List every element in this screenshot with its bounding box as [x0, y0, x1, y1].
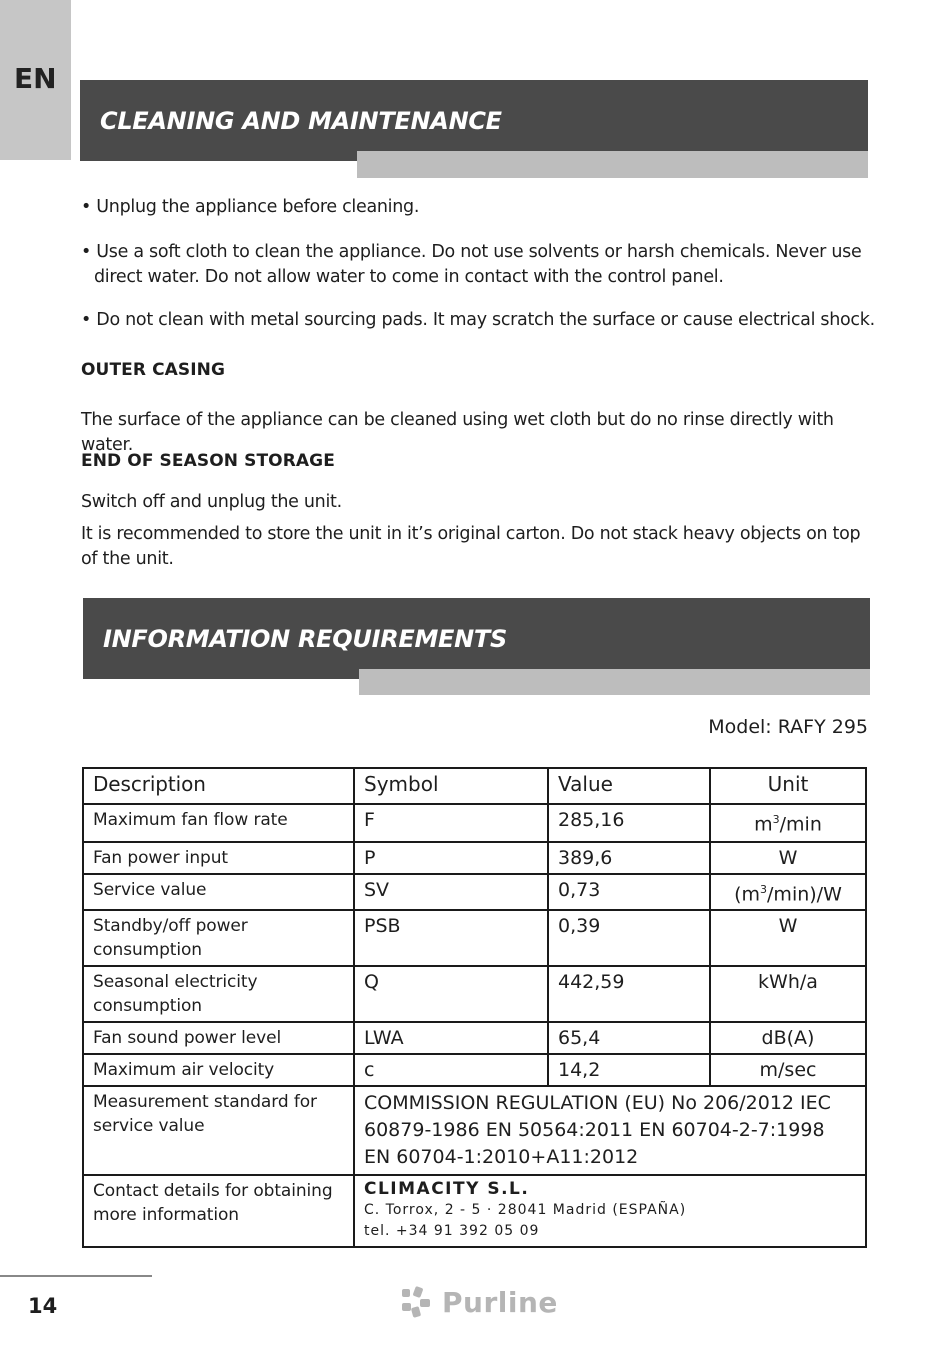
section-header-cleaning — [80, 80, 868, 161]
row-unit: dB(A) — [710, 1022, 866, 1054]
brand-name: Purline — [442, 1285, 558, 1319]
header-accent-bar — [359, 669, 870, 695]
brand-logo — [400, 1282, 558, 1322]
table-row — [83, 1022, 866, 1054]
row-value: 442,59 — [548, 966, 710, 1022]
section-title: CLEANING AND MAINTENANCE — [100, 107, 502, 135]
section-header-information — [83, 598, 870, 679]
row-symbol: F — [354, 804, 548, 842]
table-row-standard — [83, 1086, 866, 1175]
fan-icon — [400, 1285, 434, 1319]
header-accent-bar — [357, 151, 868, 178]
table-row — [83, 966, 866, 1022]
table-header-row — [83, 768, 866, 804]
header-value: Value — [548, 768, 710, 804]
row-unit: W — [710, 910, 866, 966]
bullet-soft-cloth: • Use a soft cloth to clean the appliance. Do not use solvents or harsh chemicals. Never use direct water. Do not allow water to come in contact with the control panel. — [81, 242, 862, 287]
row-symbol: SV — [354, 874, 548, 910]
outer-casing-text: The surface of the appliance can be cleaned using wet cloth but do no rinse directly with water. — [81, 410, 834, 455]
row-value: 14,2 — [548, 1054, 710, 1086]
model-label: Model: RAFY 295 — [708, 716, 868, 738]
footer-divider — [0, 1275, 152, 1277]
language-label: EN — [14, 62, 57, 95]
row-unit: m/sec — [710, 1054, 866, 1086]
section-title: INFORMATION REQUIREMENTS — [103, 625, 507, 653]
row-description: Maximum fan flow rate — [83, 804, 354, 842]
outer-casing-heading: OUTER CASING — [81, 360, 226, 380]
row-symbol: PSB — [354, 910, 548, 966]
row-value: 0,73 — [548, 874, 710, 910]
row-description: Service value — [83, 874, 354, 910]
language-tab — [0, 0, 71, 160]
standard-description: Measurement standard for service value — [83, 1086, 354, 1175]
table-row — [83, 910, 866, 966]
storage-line-1: Switch off and unplug the unit. — [81, 492, 342, 512]
standard-text: COMMISSION REGULATION (EU) No 206/2012 IEC 60879-1986 EN 50564:2011 EN 60704-2-7:1998 EN 60704-1:2010+A11:2012 — [354, 1086, 866, 1175]
row-unit: W — [710, 842, 866, 874]
row-description: Fan sound power level — [83, 1022, 354, 1054]
row-description: Maximum air velocity — [83, 1054, 354, 1086]
table-row-contact — [83, 1175, 866, 1247]
company-phone: tel. +34 91 392 05 09 — [364, 1223, 540, 1240]
information-table — [82, 767, 867, 1248]
table-row — [83, 874, 866, 910]
row-description: Fan power input — [83, 842, 354, 874]
row-unit: $m^3/\min$ — [710, 804, 866, 842]
row-symbol: LWA — [354, 1022, 548, 1054]
bullet-metal-pads: • Do not clean with metal sourcing pads. It may scratch the surface or cause electrical shock. — [81, 310, 875, 330]
header-symbol: Symbol — [354, 768, 548, 804]
row-symbol: Q — [354, 966, 548, 1022]
storage-line-2: It is recommended to store the unit in it’s original carton. Do not stack heavy objects on top of the unit. — [81, 524, 861, 569]
table-row — [83, 842, 866, 874]
row-symbol: c — [354, 1054, 548, 1086]
page-number: 14 — [28, 1294, 58, 1318]
row-value: 389,6 — [548, 842, 710, 874]
company-address: C. Torrox, 2 - 5 · 28041 Madrid (ESPAÑA) — [364, 1202, 687, 1219]
storage-heading: END OF SEASON STORAGE — [81, 451, 335, 471]
row-unit: kWh/a — [710, 966, 866, 1022]
company-name: CLIMACITY S.L. — [364, 1179, 530, 1200]
table-row — [83, 1054, 866, 1086]
row-symbol: P — [354, 842, 548, 874]
row-value: 285,16 — [548, 804, 710, 842]
row-value: 65,4 — [548, 1022, 710, 1054]
row-description: Seasonal electricity consumption — [83, 966, 354, 1022]
row-value: 0,39 — [548, 910, 710, 966]
row-unit: $(m^3/\min)/W$ — [710, 874, 866, 910]
header-description: Description — [83, 768, 354, 804]
table-row — [83, 804, 866, 842]
bullet-unplug: • Unplug the appliance before cleaning. — [81, 197, 420, 217]
contact-details — [354, 1175, 866, 1247]
header-unit: Unit — [710, 768, 866, 804]
contact-description: Contact details for obtaining more information — [83, 1175, 354, 1247]
row-description: Standby/off power consumption — [83, 910, 354, 966]
